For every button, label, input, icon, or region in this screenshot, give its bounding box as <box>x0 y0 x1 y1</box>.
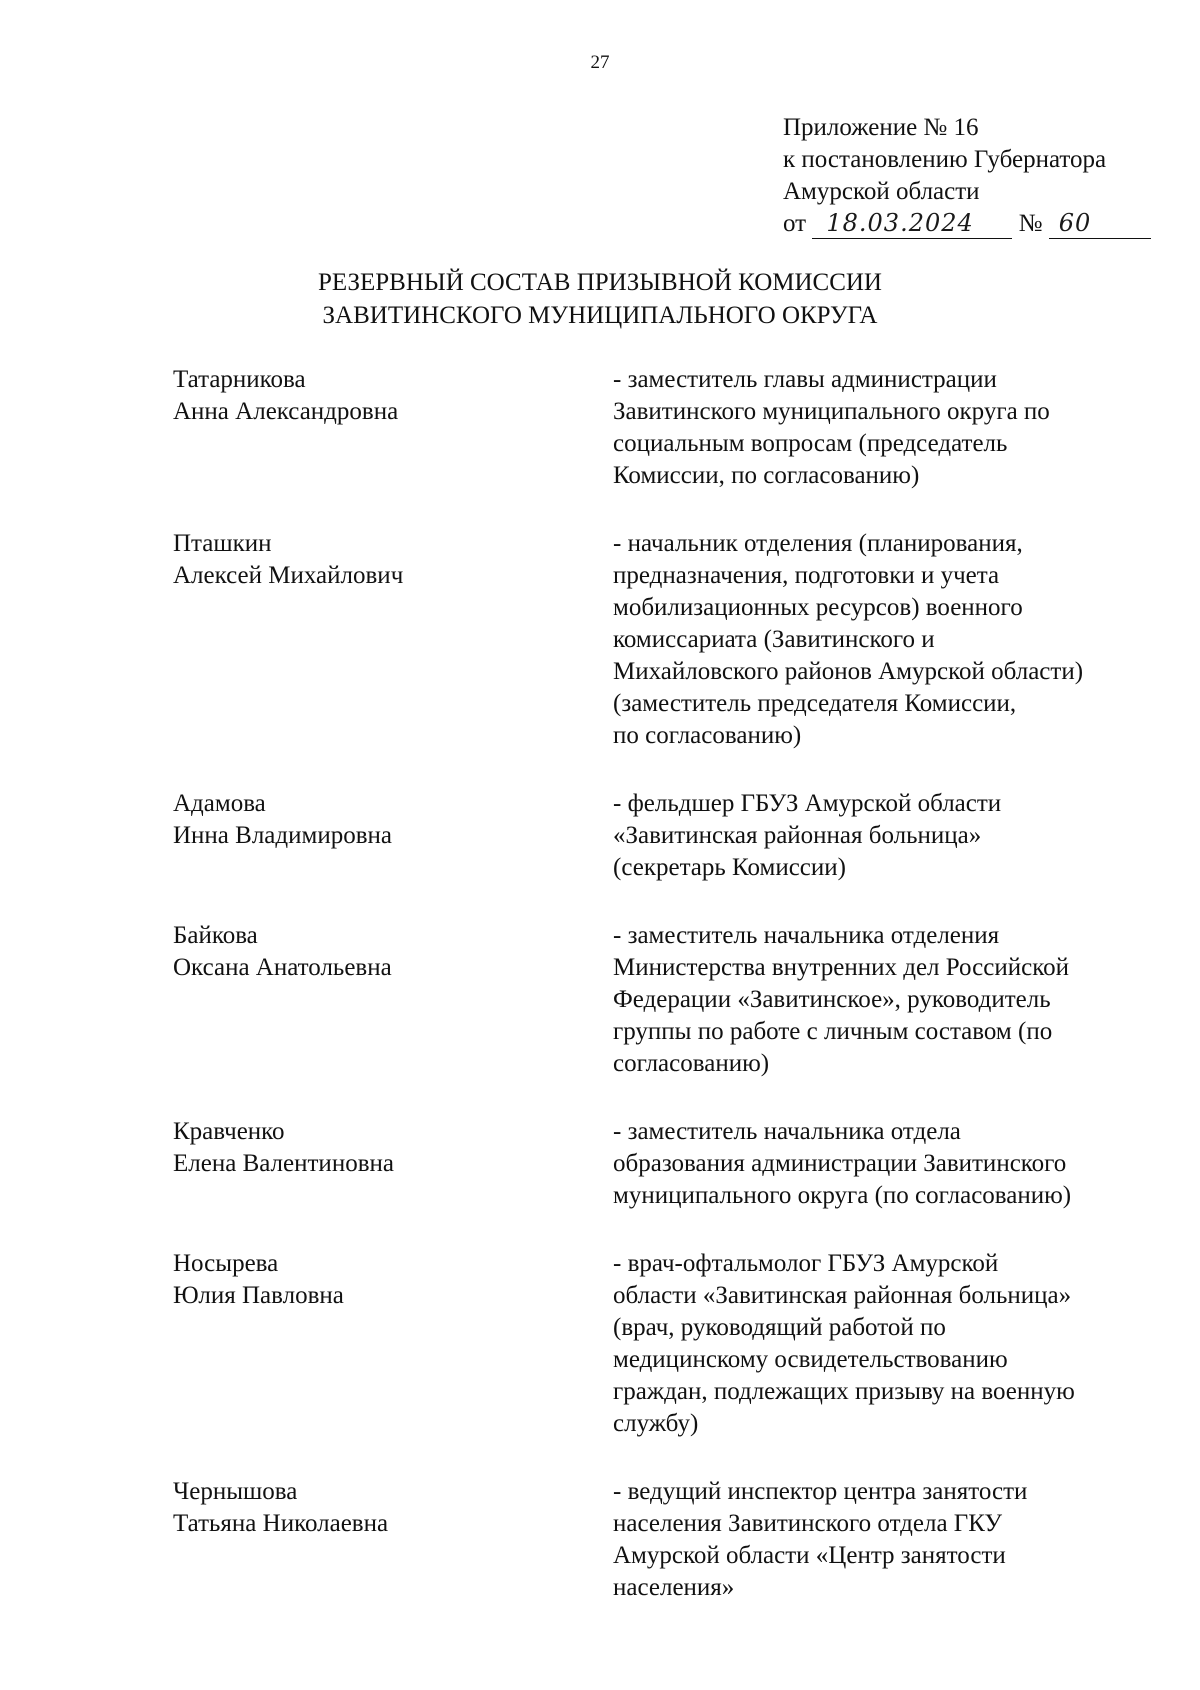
member-name <box>173 1248 613 1440</box>
member-entry <box>173 364 1153 492</box>
member-surname: Кравченко <box>173 1118 285 1145</box>
appendix-region: Амурской области <box>783 178 980 205</box>
member-given-name: Юлия Павловна <box>173 1282 344 1309</box>
member-role: - заместитель главы администрации Завитинского муниципального округа по социальным вопросам (председатель Комиссии, по согласованию) <box>613 366 1050 489</box>
member-given-name: Татьяна Николаевна <box>173 1510 389 1537</box>
member-given-name: Алексей Михайлович <box>173 562 404 589</box>
member-entry <box>173 920 1153 1080</box>
handwritten-date: 18.03.2024 <box>826 209 974 237</box>
appendix-block <box>783 112 1151 240</box>
member-name <box>173 788 613 884</box>
member-role: - заместитель начальника отдела образования администрации Завитинского муниципального округа (по согласованию) <box>613 1118 1072 1209</box>
member-entry <box>173 788 1153 884</box>
member-role: - ведущий инспектор центра занятости населения Завитинского отдела ГКУ Амурской области «Центр занятости населения» <box>613 1478 1028 1601</box>
member-entry <box>173 1248 1153 1440</box>
from-label: от <box>783 210 807 237</box>
member-given-name: Инна Владимировна <box>173 822 392 849</box>
date-field <box>812 209 1012 239</box>
member-surname: Адамова <box>173 790 266 817</box>
appendix-date-line <box>783 208 1151 240</box>
member-surname: Носырева <box>173 1250 279 1277</box>
appendix-ref: к постановлению Губернатора <box>783 146 1107 173</box>
number-field <box>1049 209 1151 239</box>
member-name <box>173 528 613 752</box>
member-given-name: Анна Александровна <box>173 398 399 425</box>
member-given-name: Оксана Анатольевна <box>173 954 392 981</box>
member-entry <box>173 1476 1153 1604</box>
member-role: - фельдшер ГБУЗ Амурской области «Завитинская районная больница» (секретарь Комиссии) <box>613 790 1002 881</box>
member-entry <box>173 528 1153 752</box>
title-line-1: РЕЗЕРВНЫЙ СОСТАВ ПРИЗЫВНОЙ КОМИССИИ <box>317 269 882 296</box>
number-label: № <box>1018 210 1043 237</box>
member-name <box>173 920 613 1080</box>
members-list <box>173 364 1153 1604</box>
handwritten-number: 60 <box>1058 209 1092 237</box>
appendix-title: Приложение № 16 <box>783 114 979 141</box>
document-title <box>0 266 1200 332</box>
member-surname: Татарникова <box>173 366 306 393</box>
member-entry <box>173 1116 1153 1212</box>
member-role: - начальник отделения (планирования, предназначения, подготовки и учета мобилизационных ресурсов) военного комиссариата (Завитинского и Михайловского районов Амурской области) (заместитель председателя Комиссии, по согласованию) <box>613 530 1084 749</box>
member-name <box>173 364 613 492</box>
member-name <box>173 1476 613 1604</box>
title-line-2: ЗАВИТИНСКОГО МУНИЦИПАЛЬНОГО ОКРУГА <box>322 302 878 329</box>
member-surname: Пташкин <box>173 530 272 557</box>
member-role: - врач-офтальмолог ГБУЗ Амурской области «Завитинская районная больница» (врач, руководящий работой по медицинскому освидетельствованию граждан, подлежащих призыву на военную службу) <box>613 1250 1075 1437</box>
member-surname: Чернышова <box>173 1478 298 1505</box>
member-role: - заместитель начальника отделения Министерства внутренних дел Российской Федерации «Завитинское», руководитель группы по работе с личным составом (по согласованию) <box>613 922 1069 1077</box>
page-number: 27 <box>590 52 610 73</box>
member-name <box>173 1116 613 1212</box>
member-given-name: Елена Валентиновна <box>173 1150 394 1177</box>
member-surname: Байкова <box>173 922 258 949</box>
